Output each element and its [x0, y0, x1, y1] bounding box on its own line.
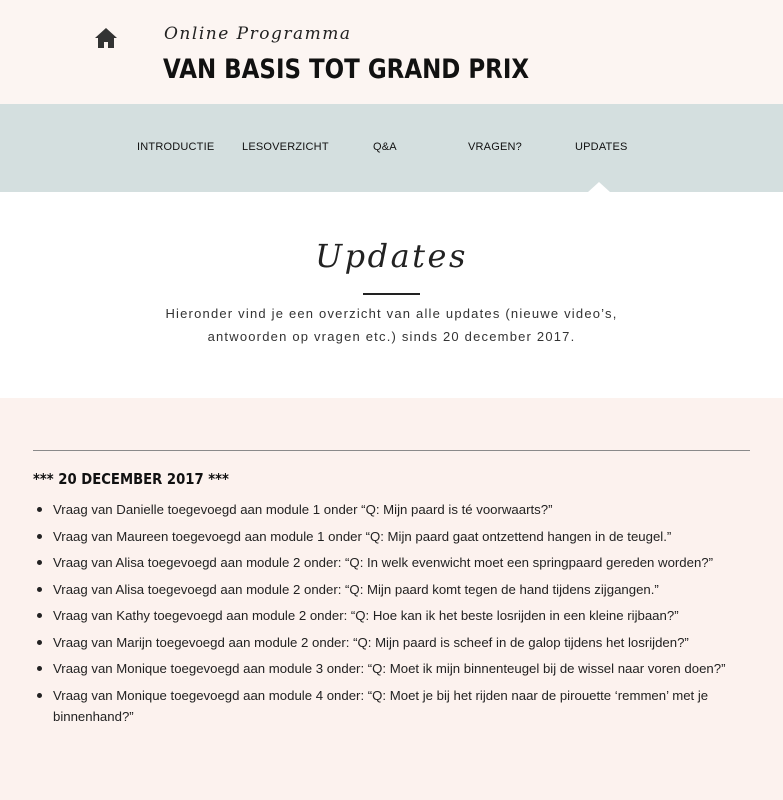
- title-divider: [363, 293, 420, 295]
- site-header: [0, 0, 783, 104]
- nav-item-introductie[interactable]: INTRODUCTIE: [137, 141, 215, 153]
- date-heading: *** 20 DECEMBER 2017 ***: [33, 470, 229, 488]
- nav-item-lesoverzicht[interactable]: LESOVERZICHT: [242, 141, 329, 153]
- list-item: Vraag van Danielle toegevoegd aan module 1 onder “Q: Mijn paard is té voorwaarts?”: [33, 499, 750, 520]
- intro-text: Hieronder vind je een overzicht van alle updates (nieuwe video’s, antwoorden op vragen etc.) sinds 20 december 2017.: [165, 306, 618, 344]
- updates-list: [33, 499, 750, 732]
- list-item: Vraag van Maureen toegevoegd aan module 1 onder “Q: Mijn paard gaat ontzettend hangen in de teugel.”: [33, 526, 750, 547]
- site-title[interactable]: VAN BASIS TOT GRAND PRIX: [163, 54, 530, 85]
- active-nav-indicator: [588, 182, 610, 192]
- list-item: Vraag van Monique toegevoegd aan module 4 onder: “Q: Moet je bij het rijden naar de pirouette ‘remmen’ met je binnenhand?”: [33, 685, 750, 727]
- list-item: Vraag van Monique toegevoegd aan module 3 onder: “Q: Moet ik mijn binnenteugel bij de wissel naar voren doen?”: [33, 658, 750, 679]
- list-item: Vraag van Marijn toegevoegd aan module 2 onder: “Q: Mijn paard is scheef in de galop tijdens het losrijden?”: [33, 632, 750, 653]
- nav-item-vragen[interactable]: VRAGEN?: [468, 141, 522, 153]
- section-divider: [33, 450, 750, 451]
- nav-item-qa[interactable]: Q&A: [373, 141, 397, 153]
- updates-section: [0, 398, 783, 800]
- intro-section: [0, 192, 783, 398]
- nav-item-updates[interactable]: UPDATES: [575, 141, 628, 153]
- site-subtitle: Online Programma: [164, 24, 352, 44]
- home-icon[interactable]: [94, 27, 118, 49]
- list-item: Vraag van Alisa toegevoegd aan module 2 onder: “Q: In welk evenwicht moet een springpaard gereden worden?”: [33, 552, 750, 573]
- list-item: Vraag van Kathy toegevoegd aan module 2 onder: “Q: Hoe kan ik het beste losrijden in een kleine rijbaan?”: [33, 605, 750, 626]
- main-navigation: [0, 104, 783, 192]
- list-item: Vraag van Alisa toegevoegd aan module 2 onder: “Q: Mijn paard komt tegen de hand tijdens zijgangen.”: [33, 579, 750, 600]
- page-title: Updates: [315, 237, 468, 275]
